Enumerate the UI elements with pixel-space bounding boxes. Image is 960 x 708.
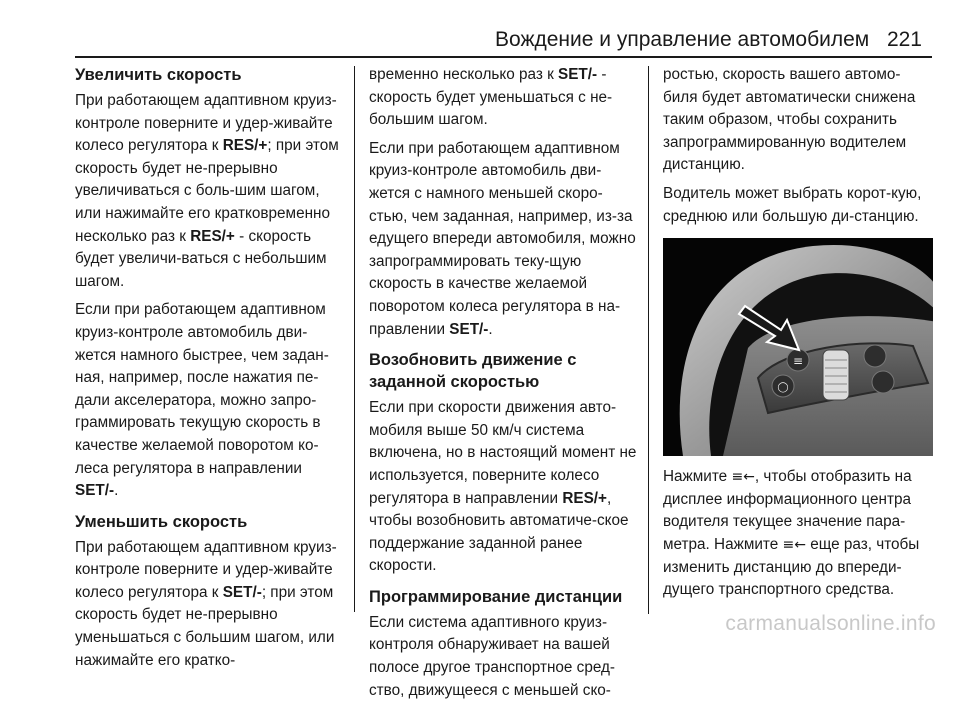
heading-resume-speed: Возобновить движение с заданной скоростью	[369, 351, 577, 392]
paragraph: Если система адаптивного круиз-контроля обнаруживает на вашей полосе другое транспортное сред-ство, движущееся с меньшей ско-	[369, 613, 616, 699]
paragraph: временно несколько раз к SET/- - скорость будет уменьшаться с не-большим шагом.	[369, 66, 613, 129]
page-number: 221	[886, 28, 922, 51]
header-rule	[75, 56, 932, 58]
right-button-top	[864, 345, 886, 367]
key-label: SET/-	[449, 320, 489, 338]
paragraph: Водитель может выбрать корот-кую, среднюю или большую ди-станцию.	[663, 184, 922, 225]
column-3	[663, 64, 933, 608]
svg-text:◯: ◯	[777, 382, 789, 394]
svg-text:≡: ≡	[792, 354, 804, 369]
key-label: SET/-	[222, 583, 262, 601]
key-label: RES/+	[190, 227, 235, 245]
key-label: SET/-	[558, 66, 598, 83]
distance-icon: ≡←	[782, 536, 806, 553]
column-divider	[648, 66, 649, 614]
paragraph: ростью, скорость вашего автомо-биля будет автоматически снижена таким образом, чтобы сохранить запрограммированную водителем дистанцию.	[663, 66, 916, 174]
paragraph: Нажмите ≡←, чтобы отобразить на дисплее информационного центра водителя текущее значение пара-метра. Нажмите ≡← еще раз, чтобы изменить дистанцию до впереди-дущего транспортного средства.	[663, 468, 920, 599]
steering-wheel-illustration	[663, 238, 933, 456]
watermark: carmanualsonline.info	[725, 612, 936, 635]
heading-decrease-speed: Уменьшить скорость	[75, 512, 248, 531]
distance-icon: ≡←	[731, 469, 755, 486]
paragraph: При работающем адаптивном круиз-контроле поверните и удер-живайте колесо регулятора к SET/-; при этом скорость будет не-прерывно уменьшаться с большим шагом, или нажимайте его кратко-	[75, 538, 337, 669]
page-header	[75, 22, 932, 58]
column-divider	[354, 66, 355, 612]
right-button-bottom	[872, 371, 894, 393]
heading-increase-speed: Увеличить скорость	[75, 66, 242, 84]
paragraph: Если при работающем адаптивном круиз-контроле автомобиль дви-жется с намного меньшей скоро-стью, чем заданная, например, из-за едущего впереди автомобиля, можно запрограммировать теку-щую скорость в качестве желаемой поворотом колеса регулятора в на-правлении SET/-.	[369, 139, 636, 338]
key-label: RES/+	[562, 489, 607, 507]
key-label: RES/+	[222, 137, 268, 155]
paragraph: При работающем адаптивном круиз-контроле поверните и удер-живайте колесо регулятора к RES/+; при этом скорость будет не-прерывно увеличиваться с боль-шим шагом, или нажимайте его кратковременно несколько раз к RES/+ - скорость будет увеличи-ваться с небольшим шагом.	[75, 92, 339, 290]
column-1	[75, 64, 345, 678]
column-2	[369, 64, 637, 708]
key-label: SET/-	[75, 482, 115, 500]
page-title: Вождение и управление автомобилем	[495, 28, 870, 51]
steering-wheel-figure	[663, 238, 933, 456]
paragraph: Если при скорости движения авто-мобиля выше 50 км/ч система включена, но в настоящий момент не используется, поверните колесо регулятора в направлении RES/+, чтобы возобновить автоматиче-ское поддержание заданной ранее скорости.	[369, 399, 637, 575]
paragraph: Если при работающем адаптивном круиз-контроле автомобиль дви-жется намного быстрее, чем задан-ная, например, после нажатия пе-дали акселератора, можно запро-граммировать текущую скорость в качестве желаемой поворотом ко-леса регулятора в направлении SET/-.	[75, 301, 329, 500]
heading-program-distance: Программирование дистанции	[369, 587, 623, 606]
